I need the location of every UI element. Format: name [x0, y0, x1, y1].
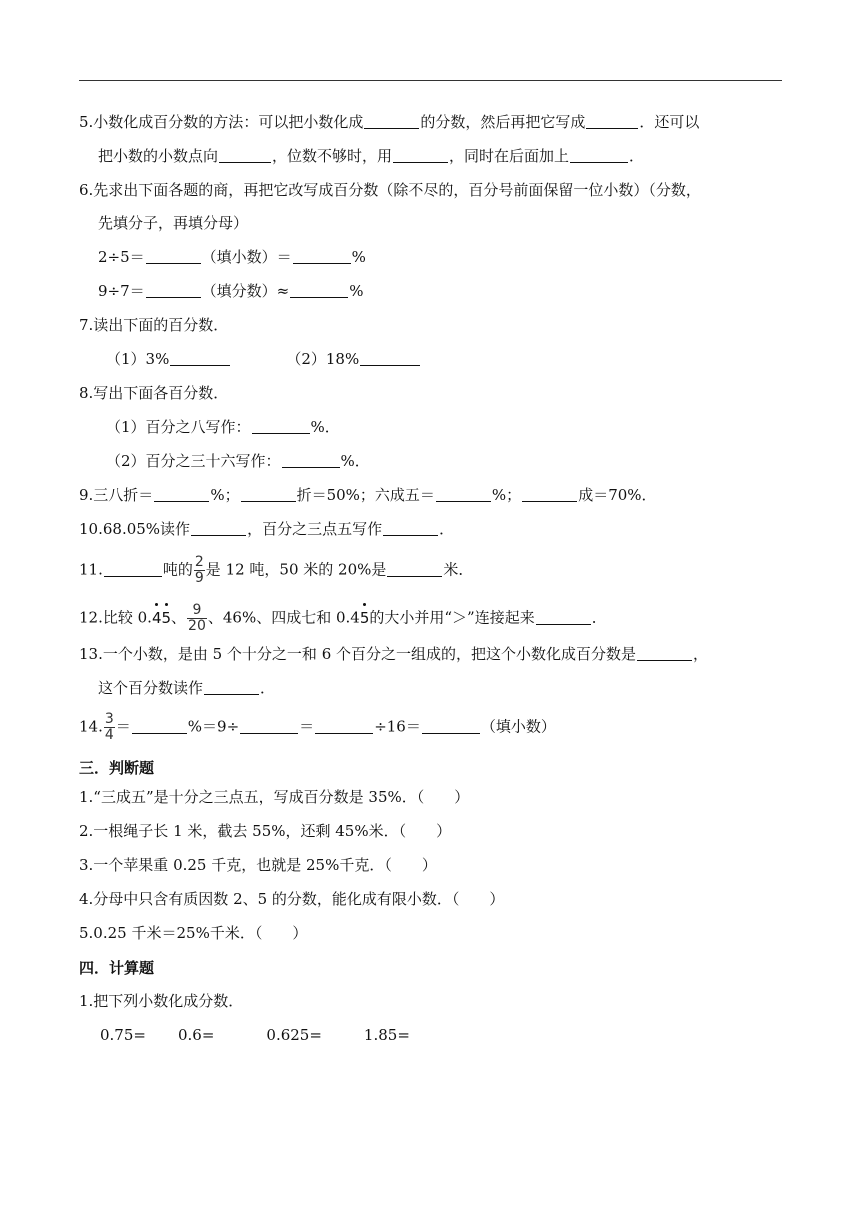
text: %．	[340, 452, 370, 470]
text: ，百分之三点五写作	[247, 520, 383, 538]
text: %；	[210, 486, 240, 504]
answer-blank[interactable]	[393, 147, 448, 163]
question-13-line-1	[79, 644, 708, 666]
judgement-item-5: 5.0.25 千米＝25%千米．（ ）	[79, 924, 308, 942]
text: 这个百分数读作	[98, 679, 204, 697]
text: 5.小数化成百分数的方法：可以把小数化成	[79, 113, 364, 131]
answer-blank[interactable]	[364, 113, 419, 129]
question-10	[79, 519, 454, 541]
numerator: 3	[104, 711, 114, 727]
question-8-item-2	[106, 451, 370, 473]
text: 11.	[79, 560, 103, 579]
question-9	[79, 485, 657, 507]
question-7-title: 7.读出下面的百分数．	[79, 316, 229, 334]
question-7-items	[106, 349, 421, 371]
calculation-items	[100, 1025, 410, 1047]
text: 2÷5＝	[98, 248, 145, 266]
text: （1）百分之八写作：	[106, 418, 251, 436]
numerator: 9	[192, 602, 202, 618]
question-6-row-2	[98, 281, 364, 303]
text: 13.一个小数，是由 5 个十分之一和 6 个百分之一组成的，把这个小数化成百分数是	[79, 645, 637, 663]
calc-item: 0.625=	[266, 1026, 322, 1044]
text: ÷16＝	[374, 717, 421, 736]
calc-item: 0.6=	[177, 1026, 215, 1044]
section-4-title: 四．计算题	[79, 959, 155, 977]
question-5-line-1	[79, 112, 699, 134]
answer-blank[interactable]	[104, 561, 162, 577]
answer-blank[interactable]	[252, 418, 310, 434]
answer-blank[interactable]	[170, 350, 230, 366]
calc-item: 1.85=	[363, 1026, 410, 1044]
question-13-line-2	[98, 678, 275, 700]
question-8-item-1	[106, 417, 340, 439]
text: ，	[693, 645, 709, 663]
text: 是 12 吨，50 米的 20%是	[205, 560, 387, 579]
text: ．还可以	[639, 113, 700, 131]
text: 10.68.05%读作	[79, 520, 191, 538]
fraction-three-quarters	[104, 712, 115, 743]
text: （填小数）＝	[201, 248, 292, 266]
text: ＝	[299, 717, 315, 736]
text: 的大小并用“＞”连接起来	[369, 608, 535, 627]
fraction-two-ninths	[194, 555, 205, 586]
question-8-title: 8.写出下面各百分数．	[79, 384, 229, 402]
text: %；	[491, 486, 522, 504]
answer-blank[interactable]	[383, 520, 438, 536]
answer-blank[interactable]	[387, 561, 442, 577]
answer-blank[interactable]	[146, 248, 201, 264]
answer-blank[interactable]	[293, 248, 351, 264]
answer-blank[interactable]	[132, 718, 187, 734]
answer-blank[interactable]	[146, 282, 201, 298]
question-12	[79, 603, 607, 633]
answer-blank[interactable]	[570, 147, 628, 163]
text: （1）3%	[106, 350, 170, 368]
text: 、	[171, 608, 187, 627]
text: 9÷7＝	[98, 282, 145, 300]
text: 米．	[443, 560, 474, 579]
answer-blank[interactable]	[204, 679, 259, 695]
answer-blank[interactable]	[536, 609, 591, 625]
question-11	[79, 555, 473, 585]
judgement-item-2: 2.一根绳子长 1 米，截去 55%，还剩 45%米．（ ）	[79, 822, 452, 840]
text: %	[351, 248, 366, 266]
repeating-digit: 4	[151, 608, 162, 627]
answer-blank[interactable]	[241, 486, 296, 502]
text: ．	[260, 679, 276, 697]
text: 成＝70%．	[578, 486, 657, 504]
answer-blank[interactable]	[360, 350, 420, 366]
text: ．	[439, 520, 455, 538]
denominator: 4	[104, 727, 114, 743]
answer-blank[interactable]	[290, 282, 348, 298]
answer-blank[interactable]	[315, 718, 373, 734]
answer-blank[interactable]	[637, 645, 692, 661]
repeating-digit: 5	[161, 608, 172, 627]
header-rule	[79, 80, 782, 81]
calculation-question-1: 1.把下列小数化成分数．	[79, 992, 244, 1010]
answer-blank[interactable]	[436, 486, 491, 502]
section-3-title: 三．判断题	[79, 759, 155, 777]
text: ．	[591, 608, 607, 627]
text: （2）18%	[286, 350, 360, 368]
text: ，位数不够时，用	[272, 147, 393, 165]
question-6-row-1	[98, 247, 366, 269]
text: 的分数，然后再把它写成	[420, 113, 586, 131]
calc-item: 0.75=	[100, 1026, 146, 1044]
text: ，同时在后面加上	[449, 147, 570, 165]
text: （填小数）	[480, 717, 556, 736]
answer-blank[interactable]	[191, 520, 246, 536]
question-14	[79, 712, 556, 742]
numerator: 2	[194, 554, 204, 570]
answer-blank[interactable]	[422, 718, 480, 734]
answer-blank[interactable]	[586, 113, 638, 129]
text: ＝	[115, 717, 131, 736]
denominator: 9	[194, 570, 204, 586]
answer-blank[interactable]	[154, 486, 209, 502]
answer-blank[interactable]	[240, 718, 298, 734]
text: 9.三八折＝	[79, 486, 154, 504]
text: ．	[629, 147, 645, 165]
text: %＝9÷	[187, 717, 240, 736]
judgement-item-4: 4.分母中只含有质因数 2、5 的分数，能化成有限小数．（ ）	[79, 890, 505, 908]
answer-blank[interactable]	[219, 147, 271, 163]
text: 、46%、四成七和 0.4	[207, 608, 360, 627]
question-6-line-1: 6.先求出下面各题的商，再把它改写成百分数（除不尽的，百分号前面保留一位小数）（分数，	[79, 181, 701, 199]
answer-blank[interactable]	[282, 452, 340, 468]
fraction-nine-twentieths	[187, 603, 207, 634]
text: %	[349, 282, 364, 300]
text: 把小数的小数点向	[98, 147, 219, 165]
text: （填分数）≈	[201, 282, 290, 300]
judgement-item-3: 3.一个苹果重 0.25 千克，也就是 25%千克．（ ）	[79, 856, 437, 874]
text: 吨的	[162, 560, 193, 579]
denominator: 20	[188, 618, 206, 634]
question-5-line-2	[98, 146, 644, 168]
repeating-digit: 5	[359, 608, 370, 627]
text: 折＝50%；六成五＝	[296, 486, 435, 504]
question-6-line-2: 先填分子，再填分母）	[98, 214, 249, 232]
text: 14.	[79, 717, 103, 736]
text: （2）百分之三十六写作：	[106, 452, 281, 470]
text: 12.比较 0.	[79, 608, 152, 627]
text: %．	[310, 418, 340, 436]
answer-blank[interactable]	[522, 486, 577, 502]
judgement-item-1: 1.“三成五”是十分之三点五，写成百分数是 35%．（ ）	[79, 788, 470, 806]
